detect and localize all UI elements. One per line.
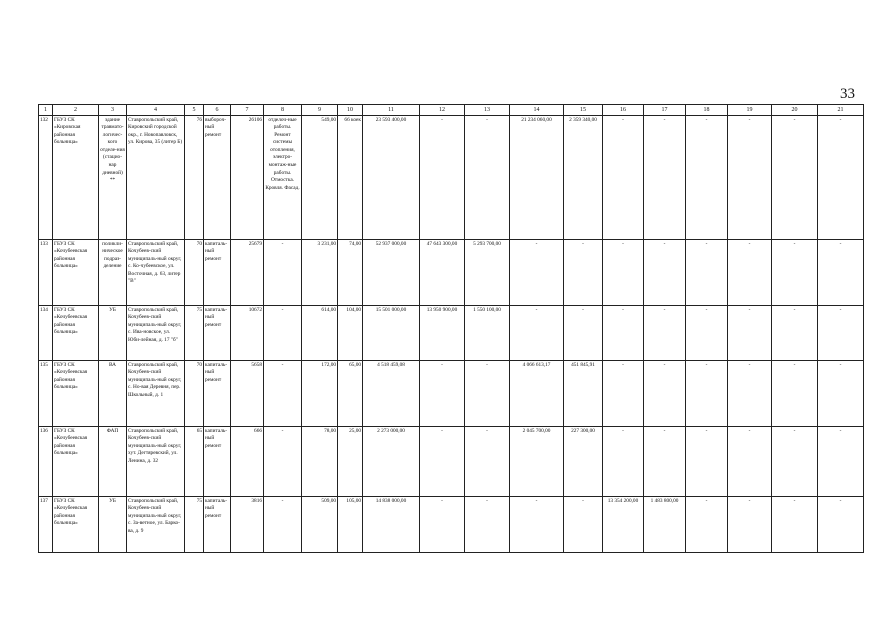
table-cell: капиталь-ный ремонт: [204, 427, 231, 497]
table-cell: -: [686, 497, 728, 553]
table-cell: 70: [185, 240, 204, 306]
table-cell: 135: [39, 361, 53, 427]
column-header: 13: [465, 105, 510, 116]
table-cell: 2 045 700,00: [510, 427, 564, 497]
table-row: [39, 497, 864, 553]
table-cell: -: [264, 497, 302, 553]
table-cell: 509,00: [302, 497, 338, 553]
table-cell: -: [420, 497, 465, 553]
column-header: 9: [302, 105, 338, 116]
table-cell: -: [644, 116, 686, 240]
repair-program-table: [38, 104, 864, 553]
table-cell: ГБУЗ СК «Кочубеевская районная больница»: [53, 361, 99, 427]
table-cell: Ставропольский край, Кочубеев-ский муниципаль-ный округ, с. Ко-чубеевское, ул. Восточная, д. 63, литер "В": [127, 240, 185, 306]
table-cell: -: [644, 240, 686, 306]
table-cell: -: [603, 427, 644, 497]
table-cell: -: [603, 116, 644, 240]
table-cell: Ставропольский край, Кочубеев-ский муниципаль-ный округ, хут. Дегтяревский, ул. Ленина, д. 32: [127, 427, 185, 497]
table-cell: -: [728, 116, 772, 240]
table-cell: УБ: [99, 306, 127, 361]
column-header: 2: [53, 105, 99, 116]
table-cell: -: [603, 240, 644, 306]
table-cell: 134: [39, 306, 53, 361]
table-cell: -: [420, 361, 465, 427]
table-cell: -: [772, 306, 818, 361]
table-cell: капиталь-ный ремонт: [204, 361, 231, 427]
table-cell: ГБУЗ СК «Кочубеевская районная больница»: [53, 427, 99, 497]
table-cell: 137: [39, 497, 53, 553]
table-cell: -: [686, 240, 728, 306]
table-cell: -: [510, 240, 564, 306]
column-header: 1: [39, 105, 53, 116]
table-cell: -: [728, 240, 772, 306]
table-row: [39, 116, 864, 240]
column-header: 15: [564, 105, 603, 116]
table-cell: -: [728, 361, 772, 427]
table-cell: -: [644, 427, 686, 497]
column-header: 3: [99, 105, 127, 116]
table-cell: 78,00: [302, 427, 338, 497]
table-cell: Ставропольский край, Кочубеев-ский муниципаль-ный округ, с. Ива-новское, ул. Юби-лейная, д. 17 "б": [127, 306, 185, 361]
table-cell: капиталь-ный ремонт: [204, 497, 231, 553]
table-cell: 614,00: [302, 306, 338, 361]
table-cell: 25679: [231, 240, 264, 306]
column-header: 12: [420, 105, 465, 116]
table-cell: Ставропольский край, Кочубеев-ский муниципаль-ный округ, с. Но-вая Деревня, пер. Школьный, д. 1: [127, 361, 185, 427]
column-header: 4: [127, 105, 185, 116]
table-cell: -: [510, 306, 564, 361]
column-header: 6: [204, 105, 231, 116]
table-cell: здание травмато-логичес-кого отделе-ния (стацио-нар дневной) **: [99, 116, 127, 240]
table-cell: -: [510, 497, 564, 553]
table-cell: 10672: [231, 306, 264, 361]
table-cell: -: [818, 306, 864, 361]
table-cell: 172,00: [302, 361, 338, 427]
table-cell: 14 838 000,00: [363, 497, 420, 553]
table-cell: 227 300,00: [564, 427, 603, 497]
table-cell: -: [264, 306, 302, 361]
table-cell: -: [728, 427, 772, 497]
column-header: 20: [772, 105, 818, 116]
table-cell: УБ: [99, 497, 127, 553]
table-cell: -: [564, 306, 603, 361]
table-cell: 65,00: [338, 361, 363, 427]
column-header: 10: [338, 105, 363, 116]
table-cell: -: [264, 427, 302, 497]
table-cell: 4 518 459,08: [363, 361, 420, 427]
table-cell: -: [772, 116, 818, 240]
table-cell: поликли-ническое подраз-деление: [99, 240, 127, 306]
table-cell: 25,00: [338, 427, 363, 497]
table-cell: -: [728, 306, 772, 361]
table-cell: 105,00: [338, 497, 363, 553]
table-cell: 21 234 060,00: [510, 116, 564, 240]
table-cell: 132: [39, 116, 53, 240]
table-cell: 76: [185, 116, 204, 240]
table-cell: -: [564, 497, 603, 553]
table-cell: -: [644, 361, 686, 427]
table-cell: ГБУЗ СК «Кочубеевская районная больница»: [53, 240, 99, 306]
table-cell: -: [564, 240, 603, 306]
table-cell: -: [686, 306, 728, 361]
table-cell: Ставропольский край, Кировский городской окр., г. Новопавловск, ул. Кирова, 35 (литер Б): [127, 116, 185, 240]
table-cell: 65: [185, 427, 204, 497]
table-row: [39, 306, 864, 361]
table-cell: Ставропольский край, Кочубеев-ский муниципаль-ный округ, с. За-ветное, ул. Барко-ва, д. 9: [127, 497, 185, 553]
column-header: 14: [510, 105, 564, 116]
table-cell: 75: [185, 306, 204, 361]
table-cell: 70: [185, 361, 204, 427]
table-cell: 75: [185, 497, 204, 553]
table-cell: 4 066 613,17: [510, 361, 564, 427]
table-cell: 104,00: [338, 306, 363, 361]
table-cell: 5 293 700,00: [465, 240, 510, 306]
table-cell: -: [772, 361, 818, 427]
table-cell: -: [818, 361, 864, 427]
table-cell: -: [728, 497, 772, 553]
table-cell: 2 273 000,00: [363, 427, 420, 497]
table-cell: -: [264, 361, 302, 427]
table-cell: 13 950 900,00: [420, 306, 465, 361]
table-cell: выбороч-ный ремонт: [204, 116, 231, 240]
table-cell: ГБУЗ СК «Кочубеевская районная больница»: [53, 306, 99, 361]
table-cell: 3816: [231, 497, 264, 553]
column-header: 21: [818, 105, 864, 116]
table-cell: -: [465, 427, 510, 497]
table-cell: -: [644, 306, 686, 361]
table-cell: -: [603, 361, 644, 427]
table-cell: -: [818, 497, 864, 553]
table-cell: -: [465, 497, 510, 553]
table-cell: 52 937 000,00: [363, 240, 420, 306]
table-cell: капиталь-ный ремонт: [204, 240, 231, 306]
column-header: 18: [686, 105, 728, 116]
table-cell: -: [686, 427, 728, 497]
table-cell: -: [772, 497, 818, 553]
table-row: [39, 361, 864, 427]
table-cell: ГБУЗ СК «Кировская районная больница»: [53, 116, 99, 240]
table-cell: 66 коек: [338, 116, 363, 240]
table-cell: 74,00: [338, 240, 363, 306]
column-header: 8: [264, 105, 302, 116]
table-cell: 666: [231, 427, 264, 497]
table-cell: 1 483 800,00: [644, 497, 686, 553]
table-cell: -: [686, 116, 728, 240]
table-cell: 1 550 100,00: [465, 306, 510, 361]
table-cell: капиталь-ный ремонт: [204, 306, 231, 361]
table-cell: ГБУЗ СК «Кочубеевская районная больница»: [53, 497, 99, 553]
column-header: 11: [363, 105, 420, 116]
table-cell: -: [603, 306, 644, 361]
column-header: 19: [728, 105, 772, 116]
table-row: [39, 240, 864, 306]
table-cell: 23 593 400,00: [363, 116, 420, 240]
table-cell: 26106: [231, 116, 264, 240]
table-cell: -: [465, 116, 510, 240]
header-row: [39, 105, 864, 116]
table-cell: -: [264, 240, 302, 306]
table-cell: -: [686, 361, 728, 427]
table-cell: 5658: [231, 361, 264, 427]
table-cell: -: [772, 427, 818, 497]
column-header: 16: [603, 105, 644, 116]
table-cell: -: [420, 116, 465, 240]
table-cell: -: [818, 240, 864, 306]
table-cell: -: [772, 240, 818, 306]
table-cell: 3 231,00: [302, 240, 338, 306]
table-cell: -: [818, 116, 864, 240]
table-cell: 15 501 000,00: [363, 306, 420, 361]
table-cell: 549,00: [302, 116, 338, 240]
page-number: 33: [840, 86, 855, 102]
table-cell: 133: [39, 240, 53, 306]
table-row: [39, 427, 864, 497]
table-cell: -: [420, 427, 465, 497]
table-cell: ФАП: [99, 427, 127, 497]
table-cell: 2 359 340,00: [564, 116, 603, 240]
column-header: 17: [644, 105, 686, 116]
column-header: 7: [231, 105, 264, 116]
column-header: 5: [185, 105, 204, 116]
table-cell: 136: [39, 427, 53, 497]
table-cell: отделоч-ные работы. Ремонт системы отопления, электро-монтаж-ные работы. Отмостка. Кровля. Фасад.: [264, 116, 302, 240]
table-cell: -: [465, 361, 510, 427]
table-cell: 451 845,91: [564, 361, 603, 427]
table-cell: ВА: [99, 361, 127, 427]
table-cell: 13 354 200,00: [603, 497, 644, 553]
table-cell: 47 643 300,00: [420, 240, 465, 306]
table-cell: -: [818, 427, 864, 497]
